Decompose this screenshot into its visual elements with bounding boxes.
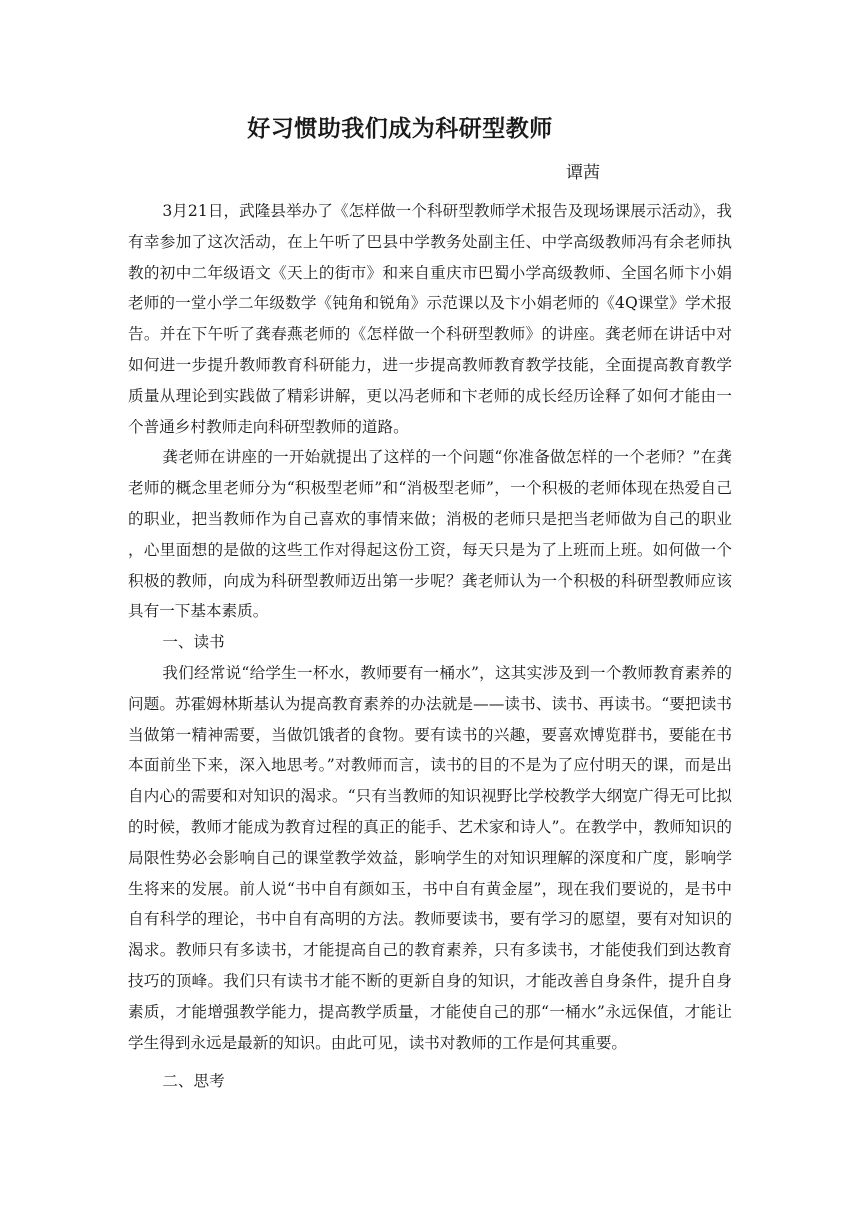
document-body — [128, 196, 732, 1097]
document-author: 谭茜 — [566, 163, 600, 183]
paragraph-intro: 3月21日，武隆县举办了《怎样做一个科研型教师学术报告及现场课展示活动》，我有幸参加了这次活动，在上午听了巴县中学教务处副主任、中学高级教师冯有余老师执教的初中二年级语文《天上的街市》和来自重庆市巴蜀小学高级教师、全国名师卞小娟老师的一堂小学二年级数学《钝角和锐角》示范课以及卞小娟老师的《4Q课堂》学术报告。并在下午听了龚春燕老师的《怎样做一个科研型教师》的讲座。龚老师在讲话中对如何进一步提升教师教育科研能力，进一步提高教师教育教学技能，全面提高教育教学质量从理论到实践做了精彩讲解，更以冯老师和卞老师的成长经历诠释了如何才能由一个普通乡村教师走向科研型教师的道路。 — [128, 202, 732, 436]
document-title: 好习惯助我们成为科研型教师 — [247, 116, 553, 142]
paragraph-reading: 我们经常说“给学生一杯水，教师要有一桶水”，这其实涉及到一个教师教育素养的问题。苏霍姆林斯基认为提高教育素养的办法就是——读书、读书、再读书。“要把读书当做第一精神需要，当做饥饿者的食物。要有读书的兴趣，要喜欢博览群书，要能在书本面前坐下来，深入地思考。”对教师而言，读书的目的不是为了应付明天的课，而是出自内心的需要和对知识的渴求。“只有当教师的知识视野比学校教学大纲宽广得无可比拟的时候，教师才能成为教育过程的真正的能手、艺术家和诗人”。在教学中，教师知识的局限性势必会影响自己的课堂教学效益，影响学生的对知识理解的深度和广度，影响学生将来的发展。前人说“书中自有颜如玉，书中自有黄金屋”，现在我们要说的，是书中自有科学的理论，书中自有高明的方法。教师要读书，要有学习的愿望，要有对知识的渴求。教师只有多读书，才能提高自己的教育素养，只有多读书，才能使我们到达教育技巧的顶峰。我们只有读书才能不断的更新自身的知识，才能改善自身条件，提升自身素质，才能增强教学能力，提高教学质量，才能使自己的那“一桶水”永远保值，才能让学生得到永远是最新的知识。由此可见，读书对教师的工作是何其重要。 — [128, 663, 732, 1052]
paragraph-question: 龚老师在讲座的一开始就提出了这样的一个问题“你准备做怎样的一个老师？”在龚老师的概念里老师分为“积极型老师”和“消极型老师”，一个积极的老师体现在热爱自己的职业，把当教师作为自己喜欢的事情来做；消极的老师只是把当老师做为自己的职业，心里面想的是做的这些工作对得起这份工资，每天只是为了上班而上班。如何做一个积极的教师，向成为科研型教师迈出第一步呢？龚老师认为一个积极的科研型教师应该具有一下基本素质。 — [128, 448, 732, 621]
section-heading-reading: 一、读书 — [162, 633, 225, 652]
section-heading-thinking: 二、思考 — [162, 1072, 225, 1091]
